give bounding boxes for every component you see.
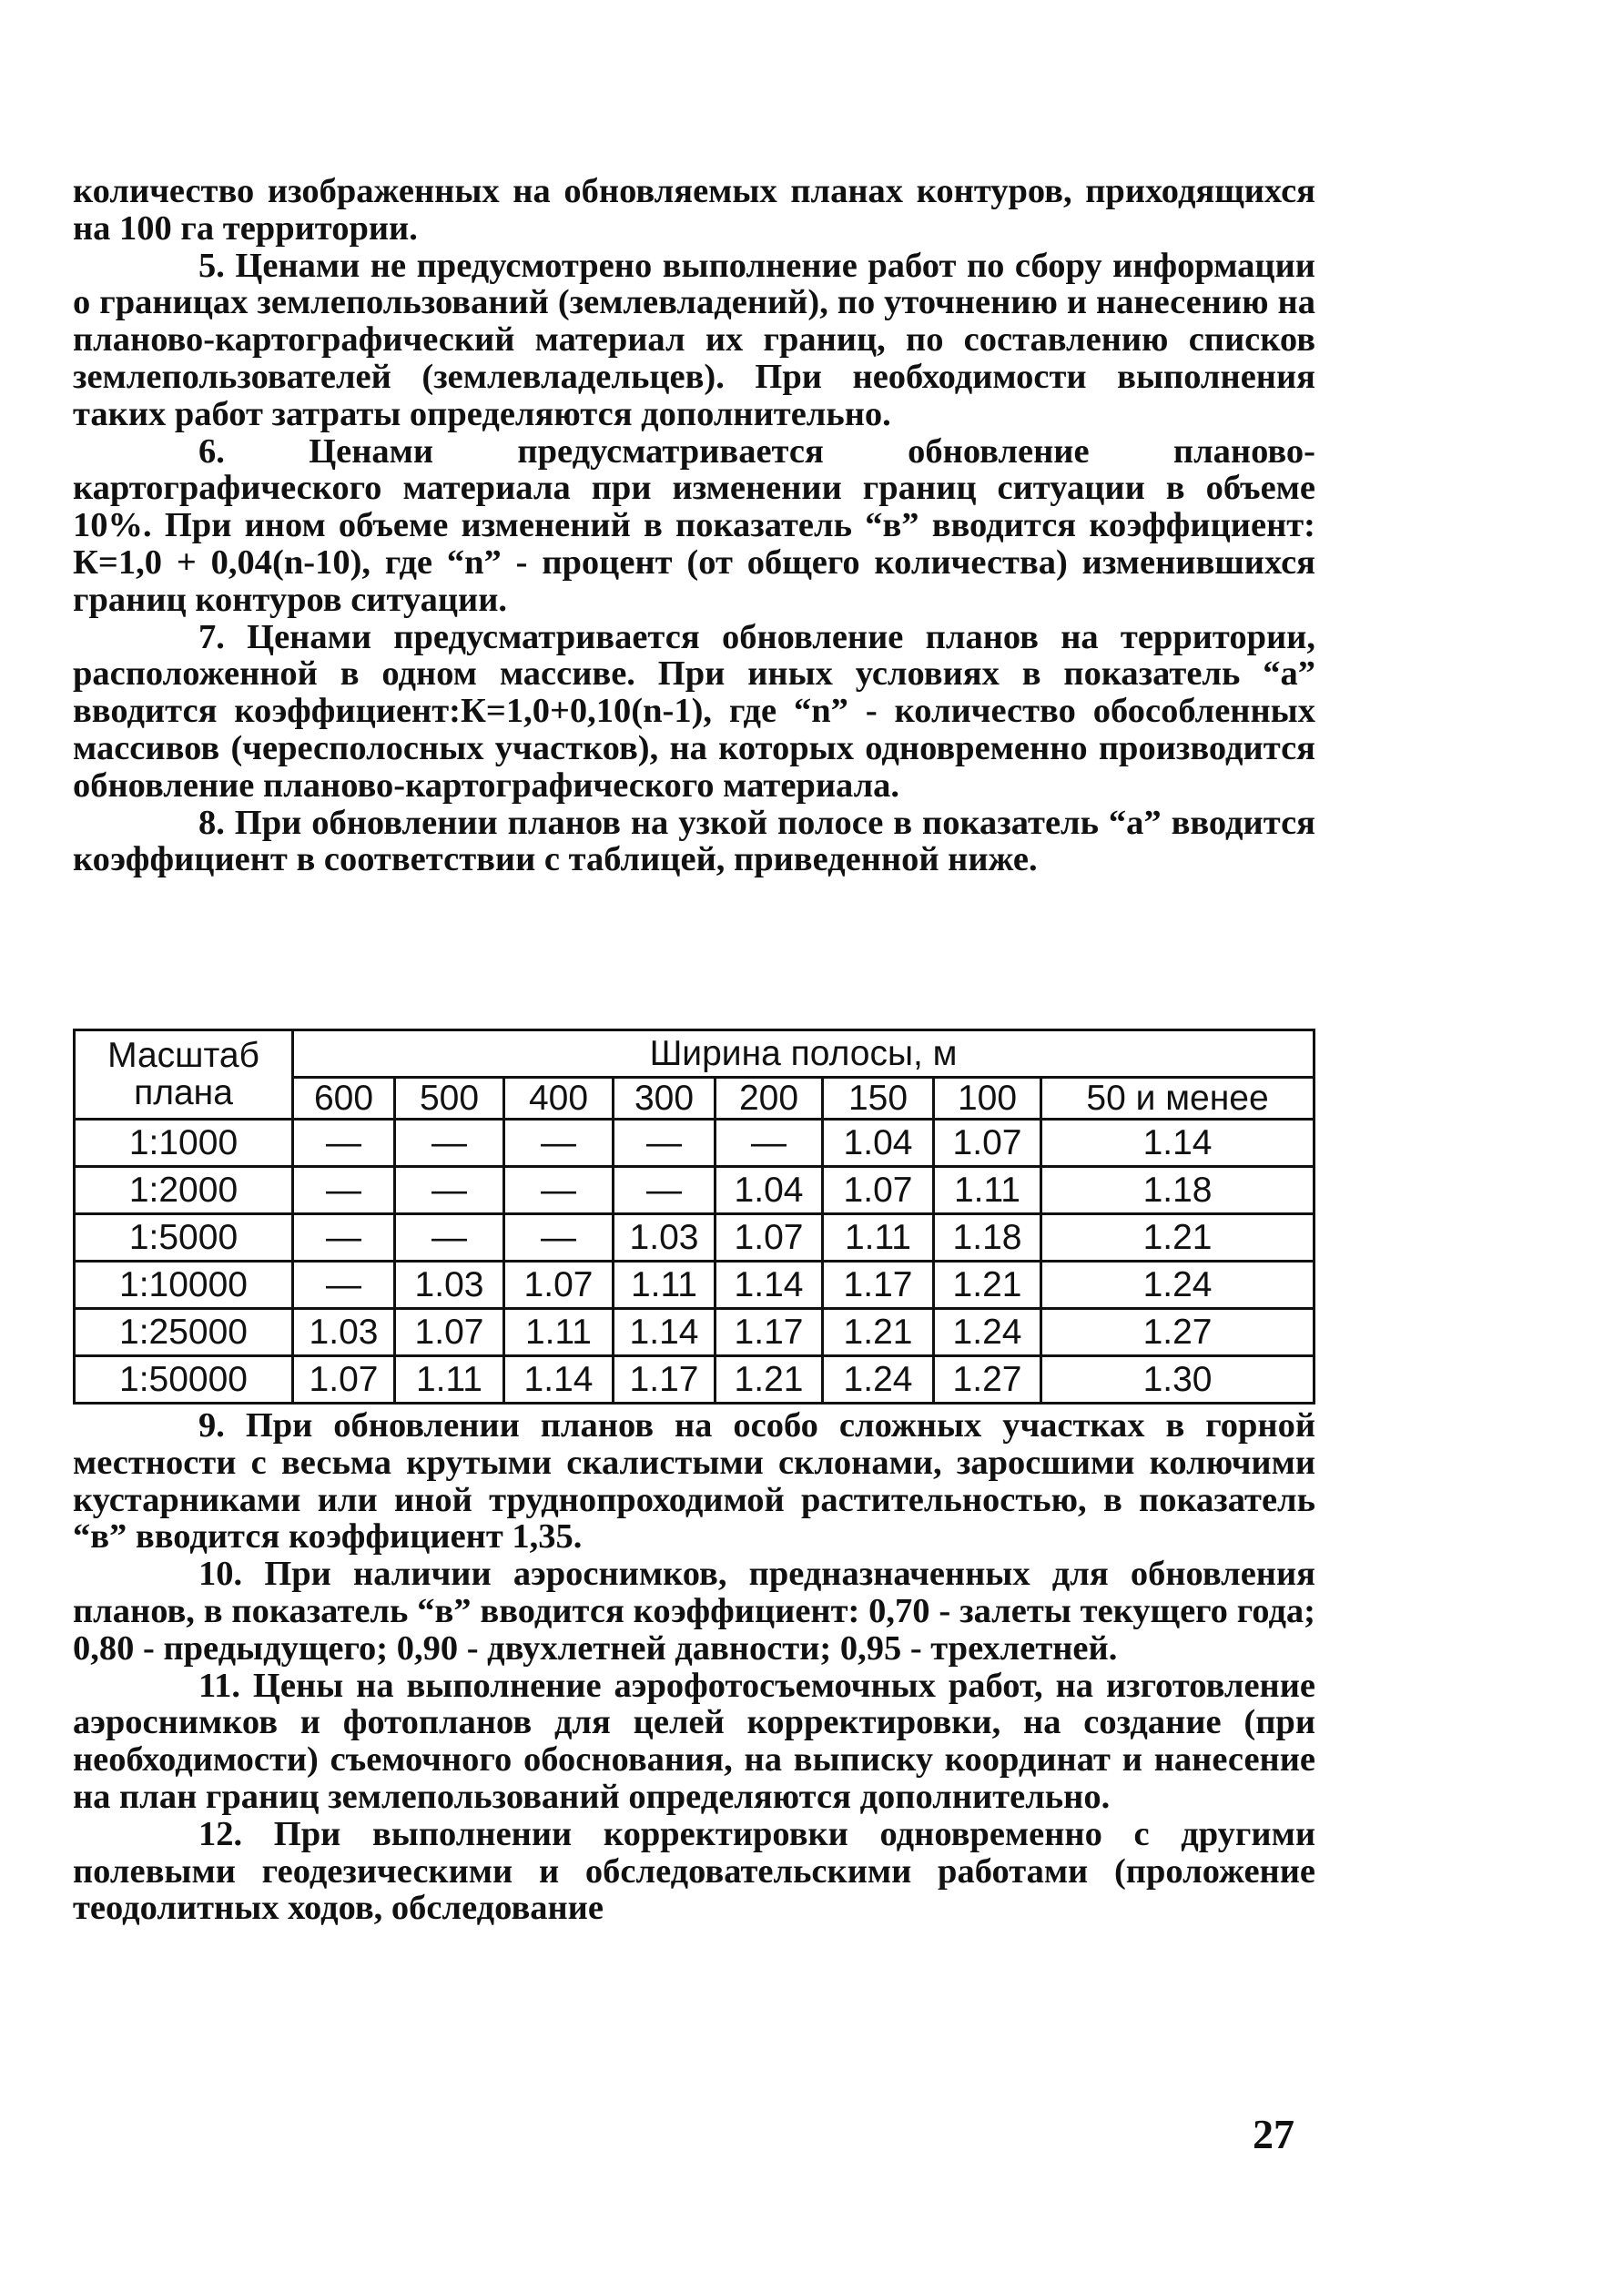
value-cell: 1.11 — [395, 1356, 504, 1404]
value-cell: 1.07 — [395, 1309, 504, 1356]
scale-cell: 1:5000 — [75, 1214, 293, 1262]
scale-cell: 1:2000 — [75, 1167, 293, 1214]
value-cell: — — [395, 1120, 504, 1167]
value-cell: 1.21 — [1041, 1214, 1314, 1262]
paragraph-11: 11. Цены на выполнение аэрофотосъемочных работ, на изготовление аэроснимков и фотопланов для целей корректировки, на создание (при необходимости) съемочного обоснования, на выписку координат и нанесение на план границ землепользований определяются дополнительно. — [73, 1666, 1315, 1816]
value-cell: — — [395, 1167, 504, 1214]
value-cell: 1.11 — [614, 1262, 716, 1309]
scale-header-cell — [75, 1030, 293, 1120]
table-row — [75, 1120, 1314, 1167]
value-cell: — — [293, 1262, 395, 1309]
value-cell: 1.07 — [823, 1167, 934, 1214]
value-cell: 1.27 — [934, 1356, 1041, 1404]
value-cell: 1.03 — [614, 1214, 716, 1262]
value-cell: 1.24 — [823, 1356, 934, 1404]
paragraph-8: 8. При обновлении планов на узкой полосе в показатель “а” вводится коэффициент в соответствии с таблицей, приведенной ниже. — [73, 803, 1315, 879]
value-cell: 1.11 — [504, 1309, 614, 1356]
value-cell: 1.14 — [716, 1262, 823, 1309]
value-cell: 1.18 — [1041, 1167, 1314, 1214]
value-cell: 1.03 — [293, 1309, 395, 1356]
value-cell: 1.27 — [1041, 1309, 1314, 1356]
scale-cell: 1:10000 — [75, 1262, 293, 1309]
value-cell: 1.03 — [395, 1262, 504, 1309]
value-cell: 1.04 — [716, 1167, 823, 1214]
scale-cell: 1:1000 — [75, 1120, 293, 1167]
table-body — [75, 1120, 1314, 1404]
value-cell: 1.24 — [1041, 1262, 1314, 1309]
value-cell: 1.14 — [504, 1356, 614, 1404]
paragraph-5: 5. Ценами не предусмотрено выполнение работ по сбору информации о границах землепользований (землевладений), по уточнению и нанесению на планово-картографический материал их границ, по составлению списков землепользователей (землевладельцев). При необходимости выполнения таких работ затраты определяются дополнительно. — [73, 246, 1315, 433]
value-cell: — — [395, 1214, 504, 1262]
value-cell: 1.07 — [716, 1214, 823, 1262]
column-header-2: 400 — [504, 1078, 614, 1120]
value-cell: — — [504, 1120, 614, 1167]
value-cell: 1.14 — [1041, 1120, 1314, 1167]
column-header-4: 200 — [716, 1078, 823, 1120]
paragraph-12: 12. При выполнении корректировки одновременно с другими полевыми геодезическими и обследовательскими работами (проложение теодолитных ходов, обследование — [73, 1814, 1315, 1928]
text-block-bottom — [73, 1407, 1315, 1927]
value-cell: — — [716, 1120, 823, 1167]
value-cell: 1.21 — [716, 1356, 823, 1404]
scale-header-line2: плана — [134, 1072, 233, 1112]
column-header-0: 600 — [293, 1078, 395, 1120]
value-cell: 1.17 — [716, 1309, 823, 1356]
column-header-6: 100 — [934, 1078, 1041, 1120]
value-cell: 1.14 — [614, 1309, 716, 1356]
paragraph-9: 9. При обновлении планов на особо сложных участках в горной местности с весьма крутыми скалистыми склонами, заросшими колючими кустарниками или иной труднопроходимой растительностью, в показатель “в” вводится коэффициент 1,35. — [73, 1406, 1315, 1557]
scale-header-line1: Масштаб — [107, 1035, 259, 1075]
table-row — [75, 1262, 1314, 1309]
value-cell: 1.07 — [293, 1356, 395, 1404]
table-row — [75, 1356, 1314, 1404]
coefficient-table — [73, 1029, 1315, 1405]
table-header-row-1 — [75, 1030, 1314, 1078]
value-cell: 1.07 — [934, 1120, 1041, 1167]
value-cell: — — [293, 1167, 395, 1214]
value-cell: 1.17 — [823, 1262, 934, 1309]
value-cell: — — [614, 1120, 716, 1167]
table-row — [75, 1309, 1314, 1356]
value-cell: — — [293, 1214, 395, 1262]
paragraph-10: 10. При наличии аэроснимков, предназначенных для обновления планов, в показатель “в” вводится коэффициент: 0,70 - залеты текущего года; 0,80 - предыдущего; 0,90 - двухлетней давности; 0,95 - трехлетней. — [73, 1555, 1315, 1668]
value-cell: — — [504, 1214, 614, 1262]
value-cell: 1.21 — [934, 1262, 1041, 1309]
value-cell: 1.04 — [823, 1120, 934, 1167]
value-cell: 1.11 — [934, 1167, 1041, 1214]
column-header-3: 300 — [614, 1078, 716, 1120]
column-header-7: 50 и менее — [1041, 1078, 1314, 1120]
page-number: 27 — [1253, 2111, 1294, 2157]
paragraph-6: 6. Ценами предусматривается обновление планово-картографического материала при изменении границ ситуации в объеме 10%. При ином объеме изменений в показатель “в” вводится коэффициент: К=1,0 + 0,04(n-10), где “n” - процент (от общего количества) изменившихся границ контуров ситуации. — [73, 431, 1315, 619]
value-cell: 1.07 — [504, 1262, 614, 1309]
scale-cell: 1:50000 — [75, 1356, 293, 1404]
table-row — [75, 1167, 1314, 1214]
scale-cell: 1:25000 — [75, 1309, 293, 1356]
value-cell: 1.21 — [823, 1309, 934, 1356]
paragraph-continuation: количество изображенных на обновляемых планах контуров, приходящихся на 100 га территории. — [73, 172, 1315, 248]
text-block-top — [73, 173, 1315, 878]
table-row — [75, 1214, 1314, 1262]
column-header-5: 150 — [823, 1078, 934, 1120]
column-header-1: 500 — [395, 1078, 504, 1120]
value-cell: — — [293, 1120, 395, 1167]
paragraph-7: 7. Ценами предусматривается обновление планов на территории, расположенной в одном массиве. При иных условиях в показатель “а” вводится коэффициент:К=1,0+0,10(n-1), где “n” - количество обособленных массивов (чересполосных участков), на которых одновременно производится обновление планово-картографического материала. — [73, 617, 1315, 805]
value-cell: 1.17 — [614, 1356, 716, 1404]
width-header-cell: Ширина полосы, м — [293, 1030, 1314, 1078]
value-cell: — — [504, 1167, 614, 1214]
value-cell: 1.24 — [934, 1309, 1041, 1356]
value-cell: 1.30 — [1041, 1356, 1314, 1404]
value-cell: 1.11 — [823, 1214, 934, 1262]
value-cell: — — [614, 1167, 716, 1214]
value-cell: 1.18 — [934, 1214, 1041, 1262]
